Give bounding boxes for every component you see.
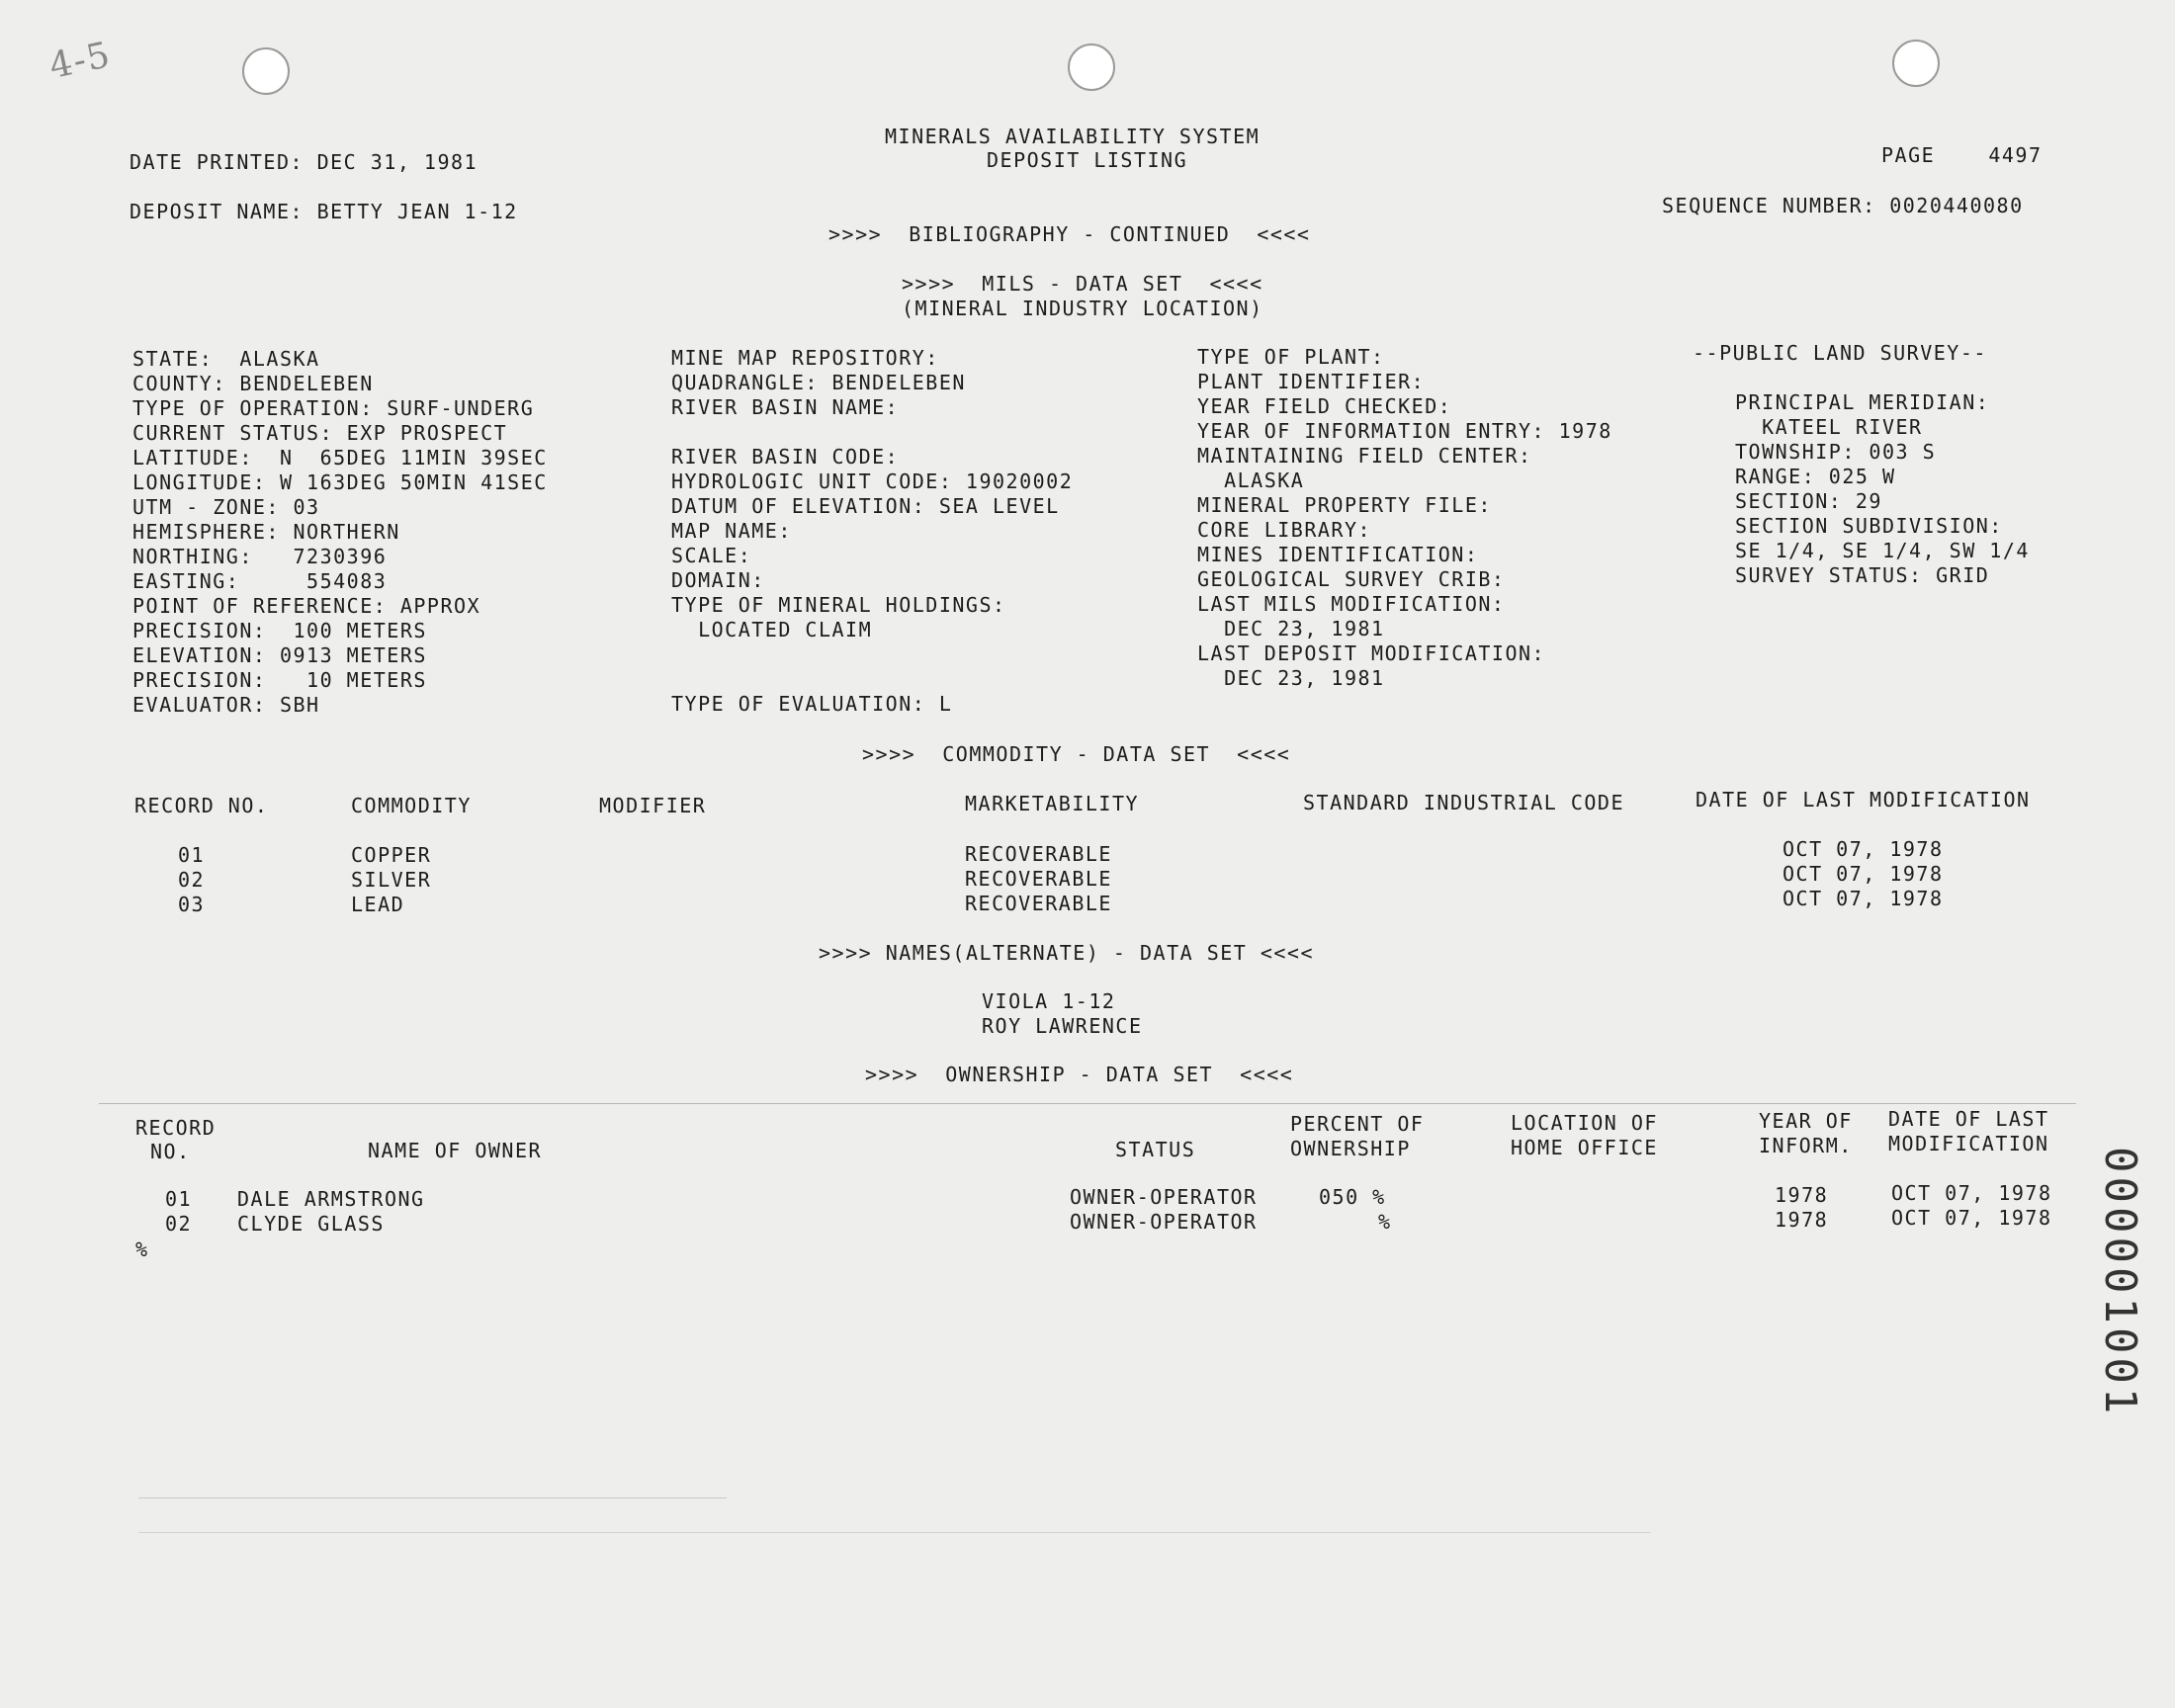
commodity-date: OCT 07, 1978 [1783,887,1944,910]
owner-percent: 050 % [1319,1185,1386,1209]
field-line: STATE: ALASKA [132,347,320,371]
commodity-header-marketability: MARKETABILITY [965,792,1140,815]
ownership-header-location: LOCATION OF [1511,1111,1658,1135]
field-line: PLANT IDENTIFIER: [1197,370,1426,393]
field-line: DEC 23, 1981 [1197,666,1385,690]
commodity-name: LEAD [351,893,405,916]
field-line [671,420,1073,445]
field-line: KATEEL RIVER [1735,415,1923,439]
field-line: YEAR OF INFORMATION ENTRY: 1978 [1197,419,1612,443]
side-frame-number: 000001001 [2095,1147,2145,1418]
owner-name: DALE ARMSTRONG [237,1187,425,1211]
field-line: HEMISPHERE: NORTHERN [132,520,400,544]
punch-hole-right [1892,40,1940,87]
commodity-header-date: DATE OF LAST MODIFICATION [1696,788,2031,811]
field-line: LAST DEPOSIT MODIFICATION: [1197,641,1546,665]
field-line: LOCATED CLAIM [671,618,873,641]
system-title: MINERALS AVAILABILITY SYSTEM [885,125,1261,148]
ownership-header-modification: MODIFICATION [1888,1132,2049,1155]
commodity-date: OCT 07, 1978 [1783,837,1944,861]
date-printed: DATE PRINTED: DEC 31, 1981 [130,150,478,174]
ownership-record-no: 02 [165,1212,193,1236]
ownership-record-no: 01 [165,1187,193,1211]
field-line: RIVER BASIN NAME: [671,395,900,419]
ownership-header-date: DATE OF LAST [1888,1107,2049,1131]
commodity-marketability: RECOVERABLE [965,892,1112,915]
field-line [671,667,1073,692]
divider-line [99,1103,2076,1104]
field-line: TYPE OF EVALUATION: L [671,692,953,716]
commodity-header-record: RECORD NO. [134,794,269,817]
owner-date: OCT 07, 1978 [1891,1181,2052,1205]
page-number: PAGE 4497 [1881,143,2043,167]
field-line: SCALE: [671,544,752,567]
field-line: YEAR FIELD CHECKED: [1197,394,1452,418]
ownership-trailer: % [135,1238,149,1261]
bibliography-heading: >>>> BIBLIOGRAPHY - CONTINUED <<<< [828,222,1311,246]
field-line: SECTION SUBDIVISION: [1735,514,2003,538]
owner-percent: % [1378,1210,1392,1234]
field-line: TYPE OF MINERAL HOLDINGS: [671,593,1006,617]
field-line: PRECISION: 10 METERS [132,668,427,692]
field-line: MAINTAINING FIELD CENTER: [1197,444,1532,468]
mils-subheading: (MINERAL INDUSTRY LOCATION) [902,297,1263,320]
field-line: UTM - ZONE: 03 [132,495,320,519]
commodity-record-no: 01 [178,843,206,867]
names-heading: >>>> NAMES(ALTERNATE) - DATA SET <<<< [819,941,1315,965]
ownership-heading: >>>> OWNERSHIP - DATA SET <<<< [865,1063,1294,1086]
field-line: ELEVATION: 0913 METERS [132,643,427,667]
owner-name: CLYDE GLASS [237,1212,385,1236]
field-line: PRECISION: 100 METERS [132,619,427,642]
commodity-heading: >>>> COMMODITY - DATA SET <<<< [862,742,1291,766]
field-line: MINE MAP REPOSITORY: [671,346,939,370]
field-line: NORTHING: 7230396 [132,545,388,568]
field-line: LATITUDE: N 65DEG 11MIN 39SEC [132,446,548,470]
mils-heading: >>>> MILS - DATA SET <<<< [902,272,1263,296]
field-line: COUNTY: BENDELEBEN [132,372,374,395]
owner-status: OWNER-OPERATOR [1070,1185,1258,1209]
ownership-header-year: YEAR OF [1759,1109,1853,1133]
field-line: RANGE: 025 W [1735,465,1896,488]
field-line: GEOLOGICAL SURVEY CRIB: [1197,567,1506,591]
field-line: ALASKA [1197,469,1305,492]
field-line: SECTION: 29 [1735,489,1882,513]
field-line: DEC 23, 1981 [1197,617,1385,640]
punch-hole-center [1068,43,1115,91]
field-line: QUADRANGLE: BENDELEBEN [671,371,966,394]
field-line: LAST MILS MODIFICATION: [1197,592,1506,616]
commodity-name: SILVER [351,868,432,892]
field-line [671,642,1073,667]
field-line: --PUBLIC LAND SURVEY-- [1693,341,1987,365]
handwritten-mark: 4-5 [45,34,115,88]
commodity-record-no: 03 [178,893,206,916]
field-line: POINT OF REFERENCE: APPROX [132,594,481,618]
ownership-header-ownership: OWNERSHIP [1290,1137,1411,1160]
alternate-name: VIOLA 1-12 [982,989,1116,1013]
ownership-header-home-office: HOME OFFICE [1511,1136,1658,1159]
field-line: DOMAIN: [671,568,765,592]
ownership-header-record: RECORD [135,1116,217,1140]
owner-year: 1978 [1775,1183,1829,1207]
field-line: PRINCIPAL MERIDIAN: [1735,390,1990,414]
field-line: EASTING: 554083 [132,569,388,593]
field-line: TYPE OF OPERATION: SURF-UNDERG [132,396,535,420]
listing-title: DEPOSIT LISTING [987,148,1188,172]
commodity-marketability: RECOVERABLE [965,842,1112,866]
deposit-name: DEPOSIT NAME: BETTY JEAN 1-12 [130,200,518,223]
field-line: MINERAL PROPERTY FILE: [1197,493,1492,517]
field-line: CURRENT STATUS: EXP PROSPECT [132,421,508,445]
owner-year: 1978 [1775,1208,1829,1232]
commodity-marketability: RECOVERABLE [965,867,1112,891]
owner-date: OCT 07, 1978 [1891,1206,2052,1230]
commodity-header-commodity: COMMODITY [351,794,472,817]
owner-status: OWNER-OPERATOR [1070,1210,1258,1234]
mils-column-land-survey [1693,341,2030,588]
field-line: DATUM OF ELEVATION: SEA LEVEL [671,494,1060,518]
field-line: SE 1/4, SE 1/4, SW 1/4 [1735,539,2030,562]
field-line: HYDROLOGIC UNIT CODE: 19020002 [671,470,1074,493]
commodity-record-no: 02 [178,868,206,892]
field-line: CORE LIBRARY: [1197,518,1372,542]
commodity-header-modifier: MODIFIER [599,794,707,817]
commodity-header-sic: STANDARD INDUSTRIAL CODE [1303,791,1624,814]
field-line: MAP NAME: [671,519,792,543]
ownership-header-status: STATUS [1115,1138,1196,1161]
field-line: RIVER BASIN CODE: [671,445,900,469]
commodity-name: COPPER [351,843,432,867]
ownership-header-name: NAME OF OWNER [368,1139,543,1162]
alternate-name: ROY LAWRENCE [982,1014,1143,1038]
field-line: TYPE OF PLANT: [1197,345,1385,369]
ownership-header-percent: PERCENT OF [1290,1112,1425,1136]
punch-hole-left [242,47,290,95]
sequence-number: SEQUENCE NUMBER: 0020440080 [1662,194,2024,217]
commodity-date: OCT 07, 1978 [1783,862,1944,886]
field-line: EVALUATOR: SBH [132,693,320,717]
mils-column-plant [1197,345,1612,691]
mils-column-location [132,347,548,718]
field-line: LONGITUDE: W 163DEG 50MIN 41SEC [132,470,548,494]
field-line: SURVEY STATUS: GRID [1735,563,1990,587]
ownership-header-inform: INFORM. [1759,1134,1853,1157]
mils-column-map [671,346,1073,717]
field-line: MINES IDENTIFICATION: [1197,543,1479,566]
faint-line [138,1497,727,1498]
faint-line [138,1532,1651,1533]
field-line: TOWNSHIP: 003 S [1735,440,1937,464]
ownership-header-record-no: NO. [150,1140,191,1163]
field-line [1693,366,2030,390]
